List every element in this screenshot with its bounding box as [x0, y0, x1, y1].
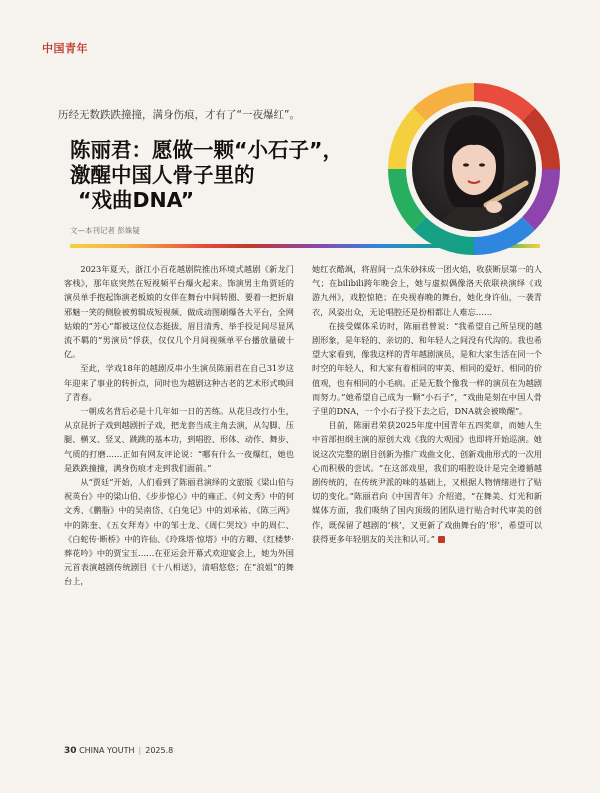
- title-line-3: “戏曲DNA”: [78, 188, 195, 212]
- portrait-photo: [386, 81, 562, 257]
- body-paragraph: 至此，学戏18年的越剧反串小生演员陈丽君在自己31岁这年迎来了事业的转折点，同时也为越剧这种古老的艺术形式唤回了青春。: [64, 363, 294, 402]
- page-number: 30: [64, 746, 77, 756]
- body-paragraph: 2023年夏天，浙江小百花越剧院推出环境式越剧《新龙门客栈》，那年底突然在短视频平台爆火起来。饰演男主角贾廷的演员单手抱起饰演老板娘的女伴在舞台中间转圈、要着一把折扇邪魅一笑的侧脸被剪辑成短视频、做成动图刷爆各大平台，全网姑娘的“芳心”都被这位仪态挺拔、眉目清秀、举手投足间尽显风流不羁的“男演员”俘获，仅仅几个月间视频单平台播放量破十亿。: [64, 264, 294, 360]
- magazine-name: CHINA YOUTH: [79, 746, 135, 755]
- body-paragraph: 目前，陈丽君荣获2025年度中国青年五四奖章，而她人生中首部担纲主演的原创大戏《我的大观园》也即将开始巡演。她说这次完整的剧目创新为推广戏曲文化、创新戏曲形式的一次用心而积极的尝试。“在这部戏里，我们的唱腔设计是完全遵循越剧传统的，在传统尹派的味的基础上，又根据人物情绪进行了贴切的变化。”陈丽君向《中国青年》介绍道，“在舞美、灯光和新媒体方面，我们吸纳了国内顶级的团队进行贴合时代审美的创作，既保留了越剧的‘核’，又更新了戏曲舞台的‘形’，希望可以获得更多年轻朋友的关注和认可。”: [312, 418, 542, 546]
- title-line-1: 陈丽君：愿做一颗“小石子”，: [70, 138, 343, 162]
- footer-separator: |: [138, 746, 142, 755]
- body-paragraph: 她红衣酷飒，将眉间一点朱砂抹成一团火焰，收获断层第一的人气；在bilibili跨年晚会上，她与虚拟偶像洛天依联袂演绎《戏游九州》，戏腔惊艳；在央视春晚的舞台，她化身许仙，一袭青衣，风姿出众，无论唱腔还是扮相都让人难忘……: [312, 264, 542, 317]
- page-footer: [64, 746, 173, 756]
- title-line-2: 激醒中国人骨子里的: [70, 163, 255, 187]
- article-title: [70, 138, 343, 213]
- byline: 文—本刊记者 彭姝疑: [70, 226, 140, 235]
- article-lead: 历经无数跌跌撞撞，满身伤痕，才有了“一夜爆红”。: [58, 109, 300, 121]
- issue-number: 2025.8: [145, 746, 174, 755]
- body-paragraph: 在接受媒体采访时，陈丽君曾说：“我希望自己所呈现的越剧形象，是年轻的、亲切的、和年轻人之间没有代沟的。我也希望大家看到，像我这样的青年越剧演员，是和大家生活在同一个时空的年轻人，和大家有着相同的审美、相同的爱好、相同的价值观，也有相同的小毛病。正是无数个像我一样的演员在为越剧而努力。”她希望自己成为一颗“小石子”，“戏曲是刻在中国人骨子里的DNA，一个小石子投下去之后，DNA就会被唤醒”。: [312, 320, 542, 417]
- magazine-logo: 中国青年: [42, 42, 88, 55]
- body-paragraph: 一朝成名背后必是十几年如一日的苦练。从花旦改行小生，从京昆折子戏到越剧折子戏，把龙套当成主角去演，从勾脚、压腿、横叉、竖叉、跳跳的基本功，到唱腔、形体、动作、舞步、气质的打磨……正如有网友评论说：“哪有什么一夜爆红，她也是跌跌撞撞，满身伤痕才走到我们面前。”: [64, 406, 294, 473]
- body-column-left: [64, 262, 294, 589]
- body-paragraph: 从“贾廷”开始，人们看到了陈丽君演绎的文旅版《梁山伯与祝英台》中的梁山伯、《步步惊心》中的雍正、《何文秀》中的何文秀、《鹏脂》中的吴南岱、《白兔记》中的刘承祐、《陈三两》中的陈奎、《五女拜寿》中的邹士龙、《周仁哭坟》中的周仁、《白蛇传·断桥》中的许仙、《玲珠塔·惊塔》中的方卿、《红楼梦·葬花吟》中的贾宝玉……在亚运会开幕式欢迎宴会上，她为外国元首表演越剧传统剧目《十八相送》，清唱悠悠；在“浪姐”的舞台上，: [64, 477, 294, 587]
- body-column-right: [312, 262, 542, 546]
- portrait-image: [386, 81, 562, 257]
